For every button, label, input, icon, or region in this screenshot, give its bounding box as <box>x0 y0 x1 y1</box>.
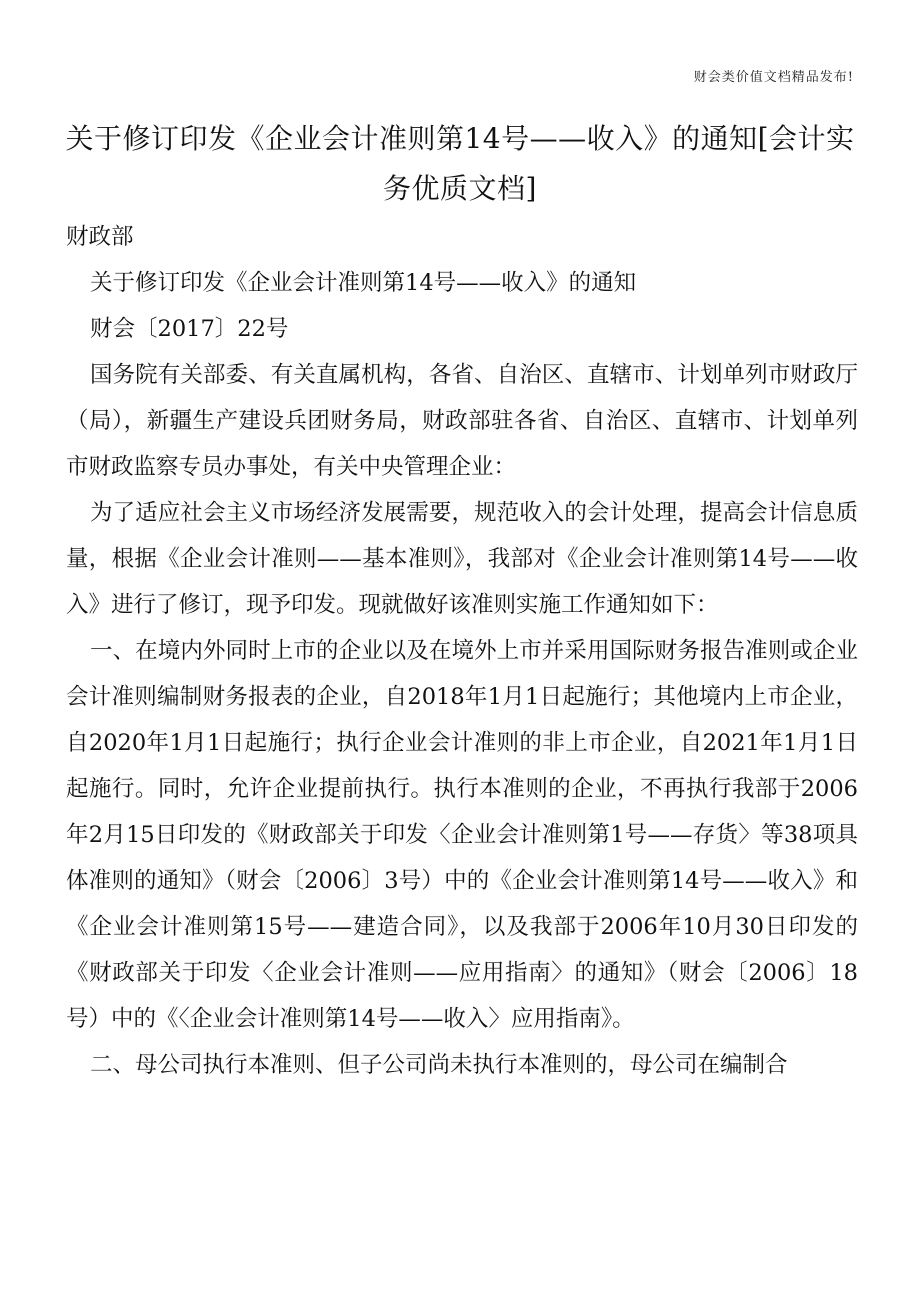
addressees-paragraph: 国务院有关部委、有关直属机构，各省、自治区、直辖市、计划单列市财政厅（局），新疆生产建设兵团财务局，财政部驻各省、自治区、直辖市、计划单列市财政监察专员办事处，有关中央管理企业： <box>66 362 858 480</box>
issuer: 财政部 <box>66 224 134 250</box>
document-number: 财会〔2017〕22号 <box>90 316 289 342</box>
notice-title: 关于修订印发《企业会计准则第14号——收入》的通知 <box>90 270 637 296</box>
header-note: 财会类价值文档精品发布! <box>693 70 854 85</box>
item-1-paragraph: 一、在境内外同时上市的企业以及在境外上市并采用国际财务报告准则或企业会计准则编制财务报表的企业，自2018年1月1日起施行；其他境内上市企业，自2020年1月1日起施行；执行企业会计准则的非上市企业，自2021年1月1日起施行。同时，允许企业提前执行。执行本准则的企业，不再执行我部于2006年2月15日印发的《财政部关于印发〈企业会计准则第1号——存货〉等38项具体准则的通知》（财会〔2006〕3号）中的《企业会计准则第14号——收入》和《企业会计准则第15号——建造合同》，以及我部于2006年10月30日印发的《财政部关于印发〈企业会计准则——应用指南〉的通知》（财会〔2006〕18号）中的《〈企业会计准则第14号——收入〉应用指南》。 <box>66 638 858 1032</box>
item-2-paragraph: 二、母公司执行本准则、但子公司尚未执行本准则的，母公司在编制合 <box>90 1052 788 1078</box>
document-title: 关于修订印发《企业会计准则第14号——收入》的通知[会计实务优质文档] <box>65 122 855 205</box>
intro-paragraph: 为了适应社会主义市场经济发展需要，规范收入的会计处理，提高会计信息质量，根据《企业会计准则——基本准则》，我部对《企业会计准则第14号——收入》进行了修订，现予印发。现就做好该准则实施工作通知如下： <box>66 500 858 618</box>
document-body <box>66 214 858 1088</box>
